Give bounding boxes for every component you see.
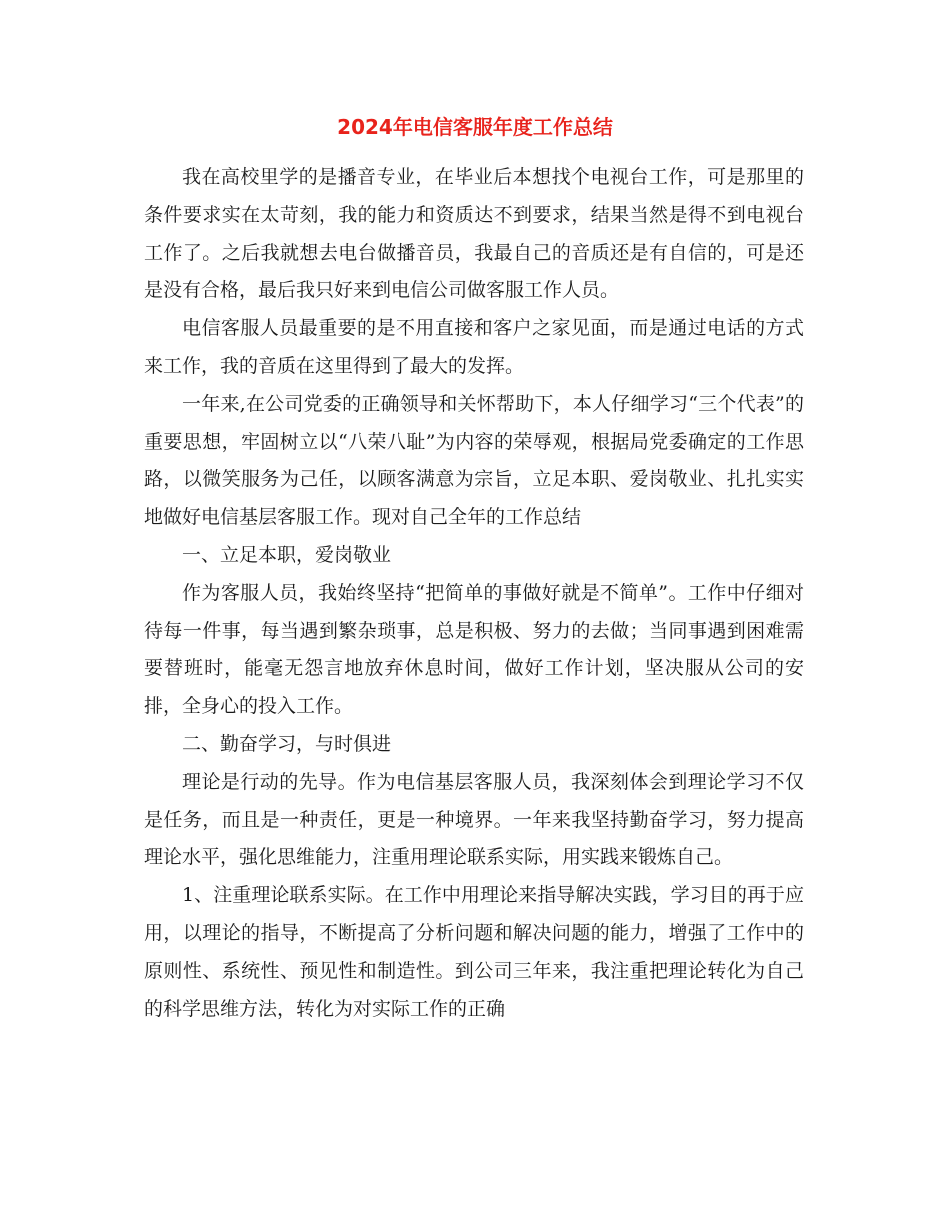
paragraph-overview: 一年来,在公司党委的正确领导和关怀帮助下，本人仔细学习“三个代表”的重要思想，牢固树立以“八荣八耻”为内容的荣辱观，根据局党委确定的工作思路，以微笑服务为己任，以顾客满意为宗旨，立足本职、爱岗敬业、扎扎实实地做好电信基层客服工作。现对自己全年的工作总结 [144, 392, 804, 529]
document-body [144, 159, 804, 1028]
paragraph-item-1: 1、注重理论联系实际。在工作中用理论来指导解决实践，学习目的再于应用，以理论的指导，不断提高了分析问题和解决问题的能力，增强了工作中的原则性、系统性、预见性和制造性。到公司三年来，我注重把理论转化为自己的科学思维方法，转化为对实际工作的正确 [144, 884, 804, 1020]
section-heading-1: 一、立足本职，爱岗敬业 [182, 543, 392, 566]
paragraph-section-2: 理论是行动的先导。作为电信基层客服人员，我深刻体会到理论学习不仅是任务，而且是一种责任，更是一种境界。一年来我坚持勤奋学习，努力提高理论水平，强化思维能力，注重用理论联系实际，用实践来锻炼自己。 [144, 770, 804, 869]
paragraph-voice: 电信客服人员最重要的是不用直接和客户之家见面，而是通过电话的方式来工作，我的音质在这里得到了最大的发挥。 [144, 317, 804, 377]
paragraph-intro: 我在高校里学的是播音专业，在毕业后本想找个电视台工作，可是那里的条件要求实在太苛刻，我的能力和资质达不到要求，结果当然是得不到电视台工作了。之后我就想去电台做播音员，我最自己的音质还是有自信的，可是还是没有合格，最后我只好来到电信公司做客服工作人员。 [144, 166, 804, 302]
section-heading-2: 二、勤奋学习，与时俱进 [182, 732, 392, 755]
paragraph-section-1: 作为客服人员，我始终坚持“把简单的事做好就是不简单”。工作中仔细对待每一件事，每当遇到繁杂琐事，总是积极、努力的去做；当同事遇到困难需要替班时，能毫无怨言地放弃休息时间，做好工作计划，坚决服从公司的安排，全身心的投入工作。 [144, 581, 804, 718]
document-title: 2024年电信客服年度工作总结 [337, 115, 613, 139]
